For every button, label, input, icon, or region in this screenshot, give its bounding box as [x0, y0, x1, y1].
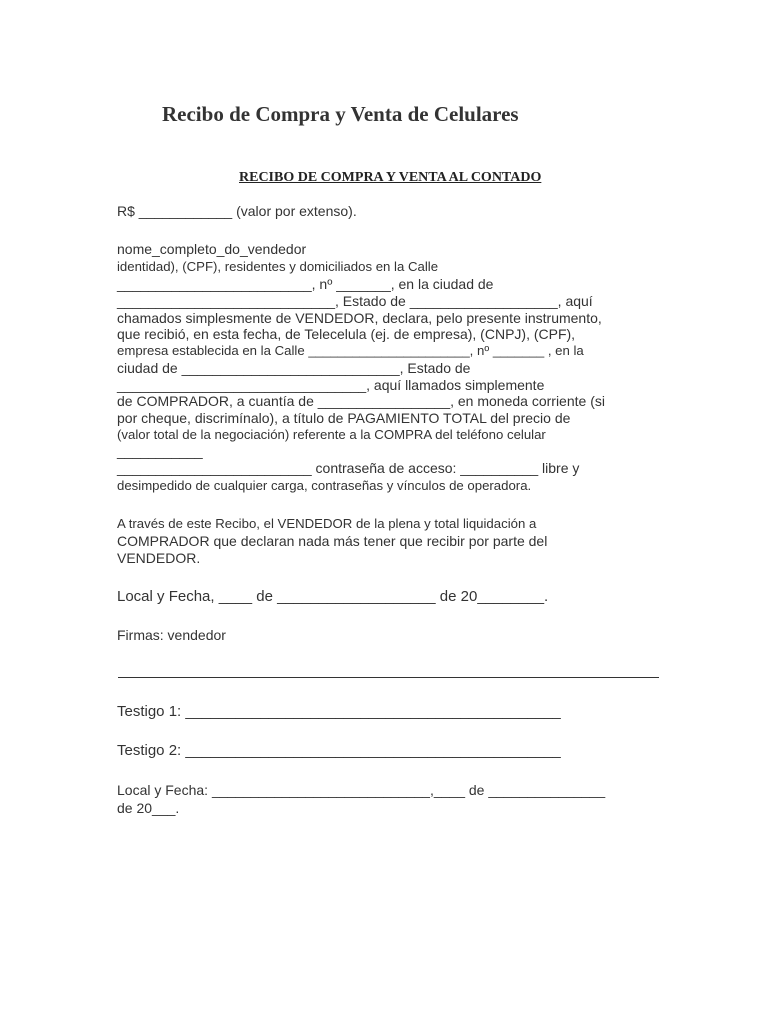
seller-name-line: nome_completo_do_vendedor	[117, 241, 307, 257]
amount-line: R$ ____________ (valor por extenso).	[117, 203, 357, 219]
final-date-line: Local y Fecha: ____________________________,____ de _______________	[117, 782, 606, 798]
liquidation-line: VENDEDOR.	[117, 550, 201, 566]
body-line: empresa establecida en la Calle ______________________, nº _______ , en la	[117, 343, 584, 358]
body-line: (valor total de la negociación) referente a la COMPRA del teléfono celular	[117, 427, 546, 442]
final-date-line: de 20___.	[117, 800, 180, 816]
body-line: chamados simplesmente de VENDEDOR, declara, pelo presente instrumento,	[117, 310, 602, 326]
signature-label: Firmas: vendedor	[117, 627, 226, 643]
body-line: ciudad de ____________________________, Estado de	[117, 360, 471, 376]
body-line: _________________________, nº _______, en la ciudad de	[117, 276, 494, 292]
liquidation-line: COMPRADOR que declaran nada más tener que recibir por parte del	[117, 533, 548, 549]
body-line: identidad), (CPF), residentes y domiciliados en la Calle	[117, 259, 439, 274]
liquidation-line: A través de este Recibo, el VENDEDOR de la plena y total liquidación a	[117, 516, 537, 531]
body-line: desimpedido de cualquier carga, contraseñas y vínculos de operadora.	[117, 478, 532, 493]
body-line: ___________	[117, 443, 203, 459]
body-line: ________________________________, aquí llamados simplemente	[117, 377, 545, 393]
body-line: ____________________________, Estado de ___________________, aquí	[117, 293, 593, 309]
body-line: que recibió, en esta fecha, de Telecelula (ej. de empresa), (CNPJ), (CPF),	[117, 326, 576, 342]
witness-2-line: Testigo 2: _____________________________________________	[117, 742, 561, 759]
body-line: de COMPRADOR, a cuantía de _________________, en moneda corriente (si	[117, 393, 605, 409]
body-line: _________________________ contraseña de acceso: __________ libre y	[117, 460, 580, 476]
signature-line	[118, 677, 659, 678]
witness-1-line: Testigo 1: _____________________________________________	[117, 703, 561, 720]
document-subtitle: RECIBO DE COMPRA Y VENTA AL CONTADO	[239, 170, 542, 185]
date-line: Local y Fecha, ____ de ___________________ de 20________.	[117, 588, 549, 605]
document-title: Recibo de Compra y Venta de Celulares	[162, 102, 519, 126]
body-line: por cheque, discrimínalo), a título de PAGAMIENTO TOTAL del precio de	[117, 410, 571, 426]
